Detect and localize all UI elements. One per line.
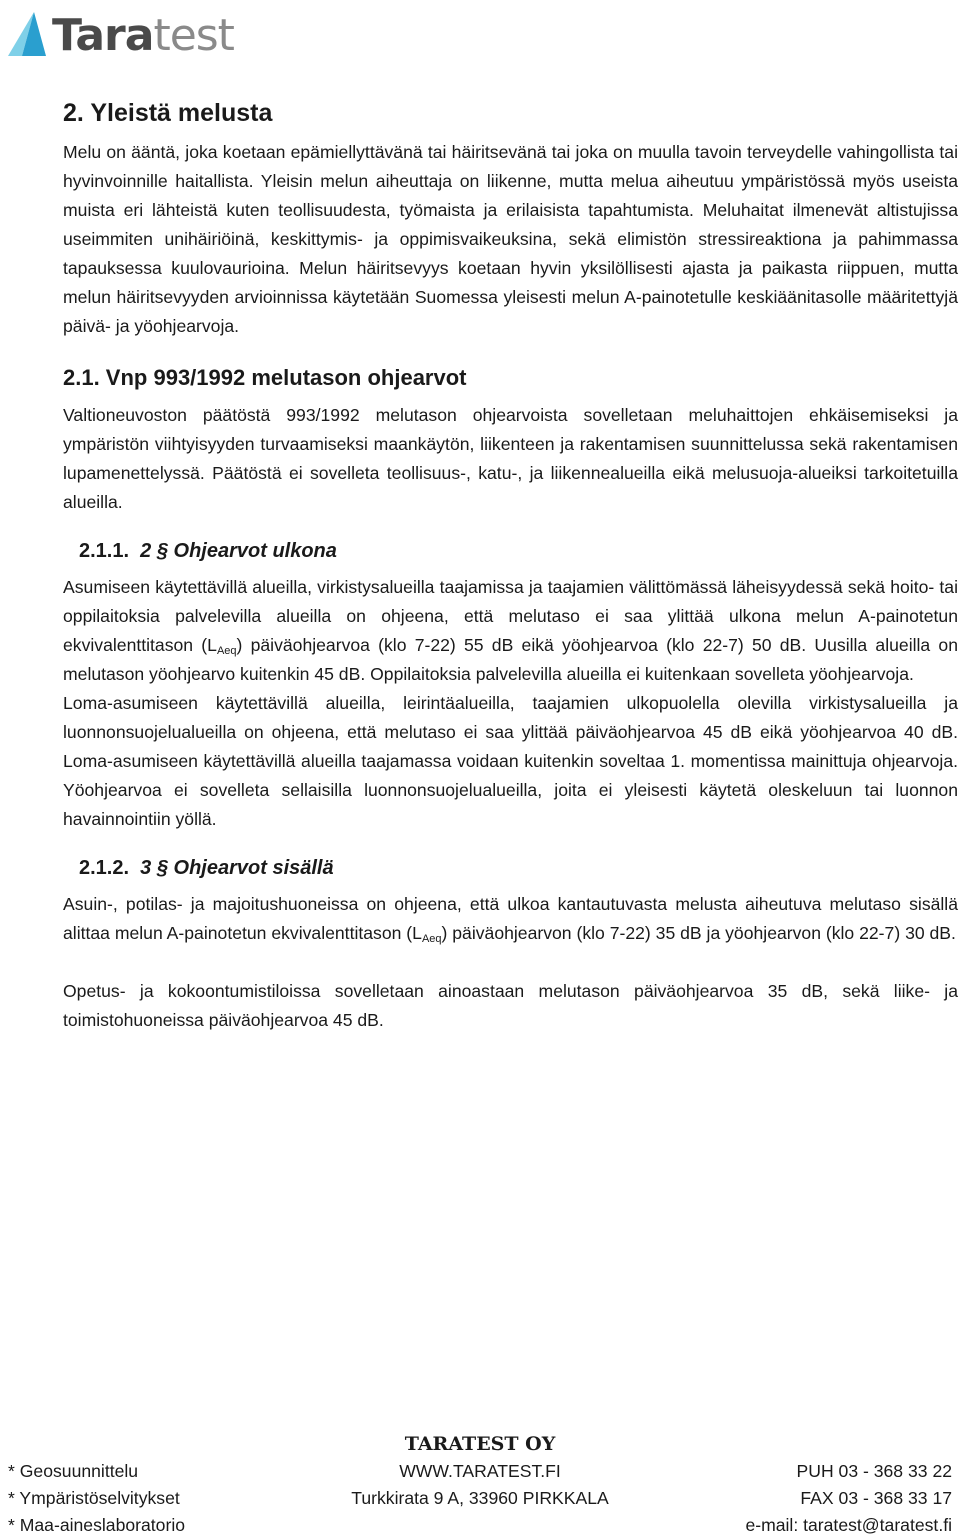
- section-2-1-1-paragraph-2: Loma-asumiseen käytettävillä alueilla, leirintäalueilla, taajamien ulkopuolella olevilla virkistysalueilla ja luonnonsuojelualueilla on ohjeena, että melutaso ei saa ylittää päiväohjearvoa 45 dB eikä yöohjearvoa 40 dB. Loma-asumiseen käytettävillä alueilla taajamassa voidaan kuitenkin soveltaa 1. momentissa mainittuja ohjearvoja. Yöohjearvoa ei sovelleta sellaisilla luonnonsuojelualueilla, joita ei yleisesti käytetä oleskeluun tai luonnon havainnointiin yöllä.: [63, 693, 958, 829]
- section-2-heading: 2. Yleistä melusta: [63, 99, 273, 127]
- section-2-paragraph: Melu on ääntä, joka koetaan epämiellyttävänä tai häiritsevänä tai joka on muulla tavoin terveydelle vahingollista tai hyvinvoinnille haitallista. Yleisin melun aiheuttaja on liikenne, mutta melua aiheutuu ympäristössä myös useista muista eri lähteistä kuten teollisuudesta, työmaista ja erilaisista tapahtumista. Meluhaitat ilmenevät altistujissa useimmiten unihäiriöinä, keskittymis- ja oppimisvaikeuksina, sekä elimistön stressireaktiona ja pahimmassa tapauksessa kuulovaurioina. Melun häiritsevyys koetaan hyvin yksilöllisesti ajasta ja paikasta riippuen, mutta melun häiritsevyyden arvioinnissa käytetään Suomessa yleisesti melun A-painotetulle keskiäänitasolle määritettyjä päivä- ja yöohjearvoja.: [63, 142, 958, 336]
- footer-service: * Maa-aineslaboratorio: [8, 1515, 186, 1535]
- section-2-1-2-number: 2.1.2.: [79, 857, 130, 879]
- footer-website-link[interactable]: WWW.TARATEST.FI: [399, 1461, 561, 1481]
- section-2-1-heading: 2.1. Vnp 993/1992 melutason ohjearvot: [63, 365, 467, 390]
- footer-address: Turkkirata 9 A, 33960 PIRKKALA: [351, 1488, 609, 1508]
- footer-row: [8, 1485, 952, 1512]
- document-body: [63, 96, 958, 1035]
- footer-fax: FAX 03 - 368 33 17: [800, 1488, 953, 1508]
- section-2-1-1-title: 2 § Ohjearvot ulkona: [140, 540, 337, 562]
- section-2-1-paragraph: Valtioneuvoston päätöstä 993/1992 melutason ohjearvoista sovelletaan meluhaittojen ehkäisemiseksi ja ympäristön viihtyisyyden turvaamiseksi maankäytön, liikenteen ja rakentamisen suunnittelussa sekä rakentamisen lupamenettelyssä. Päätöstä ei sovelleta teollisuus-, katu-, ja liikennealueilla eikä melusuoja-alueiksi tarkoitetuilla alueilla.: [63, 405, 958, 512]
- footer-row: [8, 1512, 952, 1539]
- footer-service: * Geosuunnittelu: [8, 1461, 139, 1481]
- footer-company-name: TARATEST OY: [404, 1433, 556, 1455]
- section-2-1-2-title: 3 § Ohjearvot sisällä: [140, 857, 334, 879]
- footer-service: * Ympäristöselvitykset: [8, 1488, 180, 1508]
- section-2-1-2-paragraph-1: Asuin-, potilas- ja majoitushuoneissa on ohjeena, että ulkoa kantautuvasta melusta aiheutuva melutaso sisällä alittaa melun A-painotetun ekvivalenttitason $(L_{Aeq})$ päiväohjearvon (klo 7-22) 35 dB ja yöohjearvon (klo 22-7) 30 dB.: [63, 894, 958, 945]
- logo-wordmark: Taratest: [52, 10, 234, 61]
- footer-email-link[interactable]: e-mail: taratest@taratest.fi: [745, 1515, 953, 1535]
- footer-phone: PUH 03 - 368 33 22: [796, 1461, 953, 1481]
- logo-mark-icon: [6, 10, 50, 58]
- section-2-1-1-paragraph-1: Asumiseen käytettävillä alueilla, virkistysalueilla taajamissa ja taajamien välittömässä läheisyydessä sekä hoito- tai oppilaitoksia palvelevilla alueilla on ohjeena, että melutaso ei saa ylittää ulkona melun A-painotetun ekvivalenttitason $(L_{Aeq})$ päiväohjearvoa (klo 7-22) 55 dB eikä yöohjearvoa (klo 22-7) 50 dB. Uusilla alueilla on melutason yöohjearvo kuitenkin 45 dB. Oppilaitoksia palvelevilla alueilla ei kuitenkaan sovelleta yöohjearvoja.: [63, 577, 958, 684]
- section-2-1-2-heading: [79, 854, 958, 882]
- section-2-1-1-heading: [79, 537, 958, 565]
- footer-row: [8, 1458, 952, 1485]
- footer-empty: [323, 1512, 638, 1539]
- section-2-1-2-paragraph-2: Opetus- ja kokoontumistiloissa sovelletaan ainoastaan melutason päiväohjearvoa 35 dB, sekä liike- ja toimistohuoneissa päiväohjearvoa 45 dB.: [63, 981, 958, 1030]
- company-logo: [6, 2, 234, 61]
- section-2-1-1-number: 2.1.1.: [79, 540, 130, 562]
- page-footer: [8, 1430, 952, 1539]
